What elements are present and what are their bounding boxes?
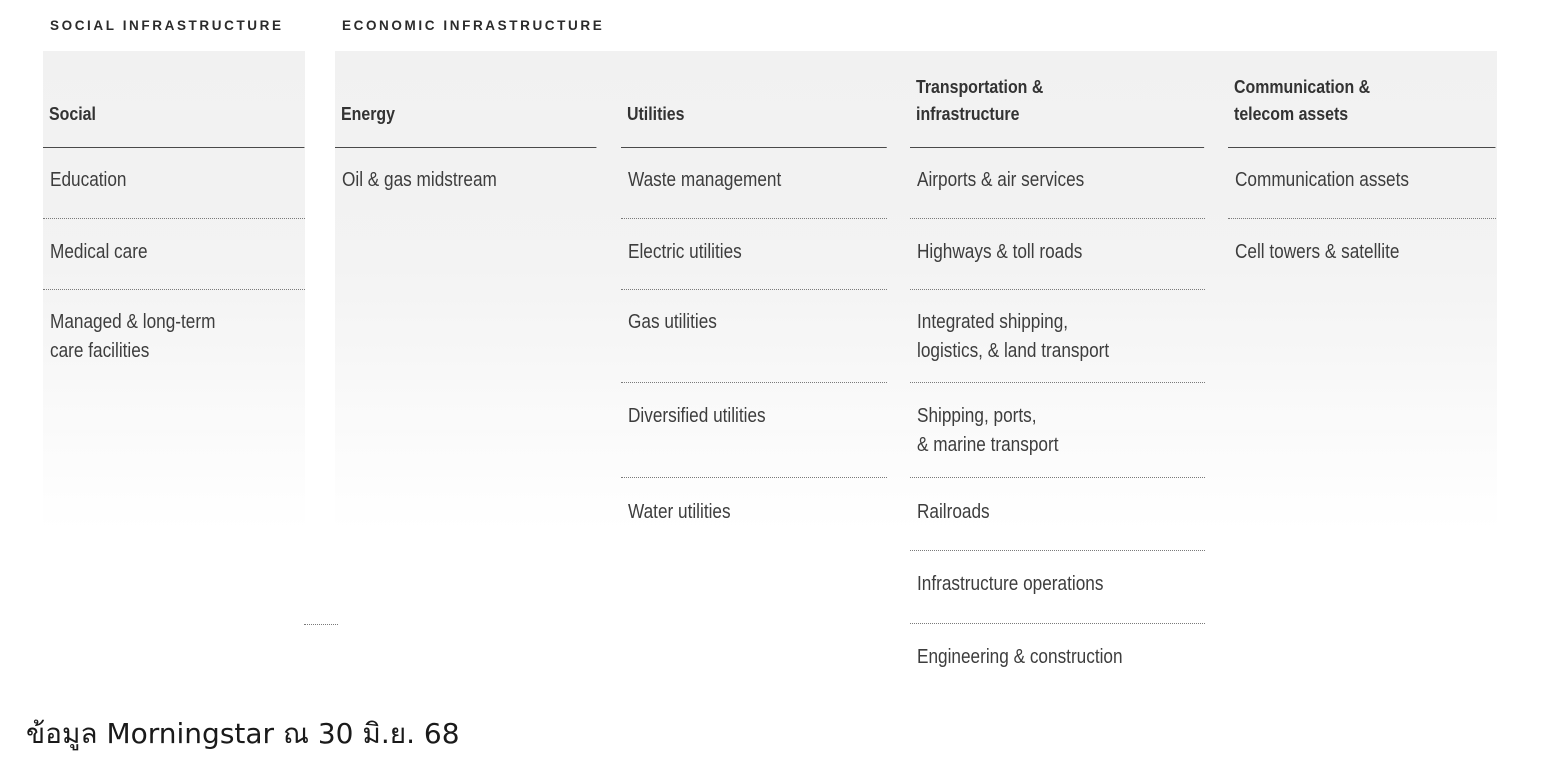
list-item: Cell towers & satellite bbox=[1235, 241, 1400, 263]
dotted-separator bbox=[621, 218, 887, 219]
list-item: Water utilities bbox=[628, 501, 731, 523]
column-header-social: Social bbox=[43, 51, 304, 148]
social-infrastructure-label: SOCIAL INFRASTRUCTURE bbox=[50, 18, 284, 33]
column-energy bbox=[335, 51, 597, 191]
column-header-utilities: Utilities bbox=[621, 51, 886, 148]
list-item: Oil & gas midstream bbox=[342, 169, 497, 191]
list-item: Shipping, ports, & marine transport bbox=[917, 405, 1059, 456]
list-item: Diversified utilities bbox=[628, 405, 766, 427]
list-item: Engineering & construction bbox=[917, 646, 1123, 668]
column-transportation bbox=[910, 51, 1205, 668]
column-header-transportation: Transportation & infrastructure bbox=[910, 51, 1204, 148]
economic-infrastructure-label: ECONOMIC INFRASTRUCTURE bbox=[342, 18, 605, 33]
list-item: Integrated shipping, logistics, & land transport bbox=[917, 311, 1110, 362]
dotted-separator bbox=[910, 218, 1205, 219]
list-item: Airports & air services bbox=[917, 169, 1085, 191]
dotted-separator bbox=[43, 289, 305, 290]
list-item: Medical care bbox=[50, 241, 148, 263]
column-utilities bbox=[621, 51, 887, 523]
column-header-energy: Energy bbox=[335, 51, 596, 148]
dotted-separator bbox=[1228, 218, 1496, 219]
column-header-communication: Communication & telecom assets bbox=[1228, 51, 1495, 148]
dotted-separator bbox=[43, 218, 305, 219]
dotted-separator bbox=[910, 550, 1205, 551]
dotted-separator bbox=[910, 623, 1205, 624]
list-item: Electric utilities bbox=[628, 241, 742, 263]
dotted-separator bbox=[304, 624, 338, 625]
list-item: Infrastructure operations bbox=[917, 573, 1104, 595]
column-communication bbox=[1228, 51, 1496, 263]
list-item: Managed & long-term care facilities bbox=[50, 311, 216, 362]
dotted-separator bbox=[621, 289, 887, 290]
dotted-separator bbox=[910, 289, 1205, 290]
list-item: Gas utilities bbox=[628, 311, 717, 333]
dotted-separator bbox=[910, 477, 1205, 478]
list-item: Railroads bbox=[917, 501, 990, 523]
list-item: Highways & toll roads bbox=[917, 241, 1083, 263]
dotted-separator bbox=[621, 382, 887, 383]
list-item: Waste management bbox=[628, 169, 782, 191]
list-item: Communication assets bbox=[1235, 169, 1409, 191]
list-item: Education bbox=[50, 169, 127, 191]
source-note: ข้อมูล Morningstar ณ 30 มิ.ย. 68 bbox=[26, 717, 460, 750]
dotted-separator bbox=[621, 477, 887, 478]
column-social bbox=[43, 51, 305, 362]
dotted-separator bbox=[910, 382, 1205, 383]
